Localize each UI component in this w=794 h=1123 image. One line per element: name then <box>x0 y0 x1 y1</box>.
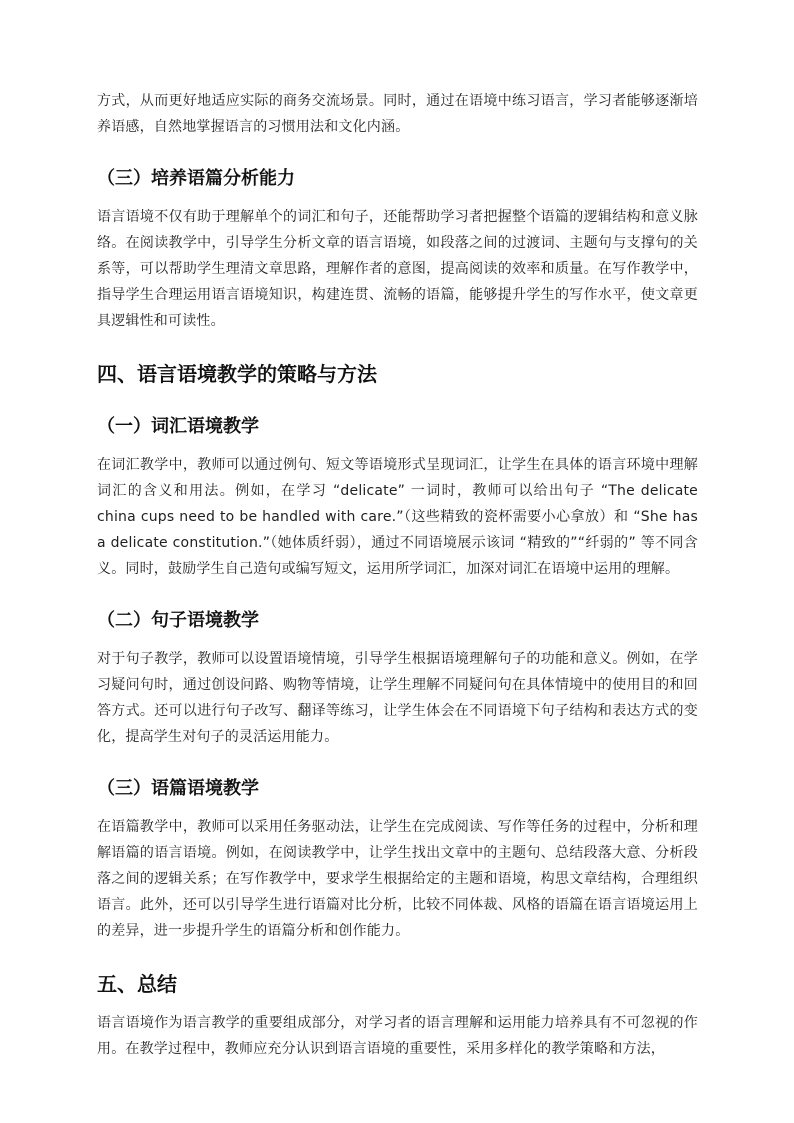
section-heading-summary: 五、总结 <box>97 972 177 996</box>
subheading-discourse-analysis: （三）培养语篇分析能力 <box>97 168 295 189</box>
paragraph-discourse: 在语篇教学中，教师可以采用任务驱动法，让学生在完成阅读、写作等任务的过程中，分析和理解语篇的语言语境。例如，在阅读教学中，让学生找出文章中的主题句、总结段落大意、分析段落之间的逻辑关系；在写作教学中，要求学生根据给定的主题和语境，构思文章结构，合理组织语言。此外，还可以引导学生进行语篇对比分析，比较不同体裁、风格的语篇在语言语境运用上的差异，进一步提升学生的语篇分析和创作能力。 <box>97 819 698 939</box>
paragraph-discourse-analysis: 语言语境不仅有助于理解单个的词汇和句子，还能帮助学习者把握整个语篇的逻辑结构和意义脉络。在阅读教学中，引导学生分析文章的语言语境，如段落之间的过渡词、主题句与支撑句的关系等，可以帮助学生理清文章思路，理解作者的意图，提高阅读的效率和质量。在写作教学中，指导学生合理运用语言语境知识，构建连贯、流畅的语篇，能够提升学生的写作水平，使文章更具逻辑性和可读性。 <box>97 209 698 329</box>
section-heading-strategies: 四、语言语境教学的策略与方法 <box>97 362 377 386</box>
subheading-vocabulary: （一）词汇语境教学 <box>97 416 259 437</box>
subheading-discourse: （三）语篇语境教学 <box>97 778 259 799</box>
paragraph-summary: 语言语境作为语言教学的重要组成部分，对学习者的语言理解和运用能力培养具有不可忽视的作用。在教学过程中，教师应充分认识到语言语境的重要性，采用多样化的教学策略和方法， <box>97 1015 698 1057</box>
paragraph-sentence: 对于句子教学，教师可以设置语境情境，引导学生根据语境理解句子的功能和意义。例如，在学习疑问句时，通过创设问路、购物等情境，让学生理解不同疑问句在具体情境中的使用目的和回答方式。还可以进行句子改写、翻译等练习，让学生体会在不同语境下句子结构和表达方式的变化，提高学生对句子的灵活运用能力。 <box>97 651 698 745</box>
paragraph-intro-continuation: 方式，从而更好地适应实际的商务交流场景。同时，通过在语境中练习语言，学习者能够逐渐培养语感，自然地掌握语言的习惯用法和文化内涵。 <box>97 93 698 135</box>
document-page <box>97 88 698 1062</box>
paragraph-vocabulary: 在词汇教学中，教师可以通过例句、短文等语境形式呈现词汇，让学生在具体的语言环境中理解词汇的含义和用法。例如，在学习 “delicate” 一词时，教师可以给出句子 “The delicate china cups need to be handled with care.”（这些精致的瓷杯需要小心拿放）和 “She has a delicate constitution.”（她体质纤弱），通过不同语境展示该词 “精致的”“纤弱的” 等不同含义。同时，鼓励学生自己造句或编写短文，运用所学词汇，加深对词汇在语境中运用的理解。 <box>97 457 698 577</box>
subheading-sentence: （二）句子语境教学 <box>97 610 259 631</box>
